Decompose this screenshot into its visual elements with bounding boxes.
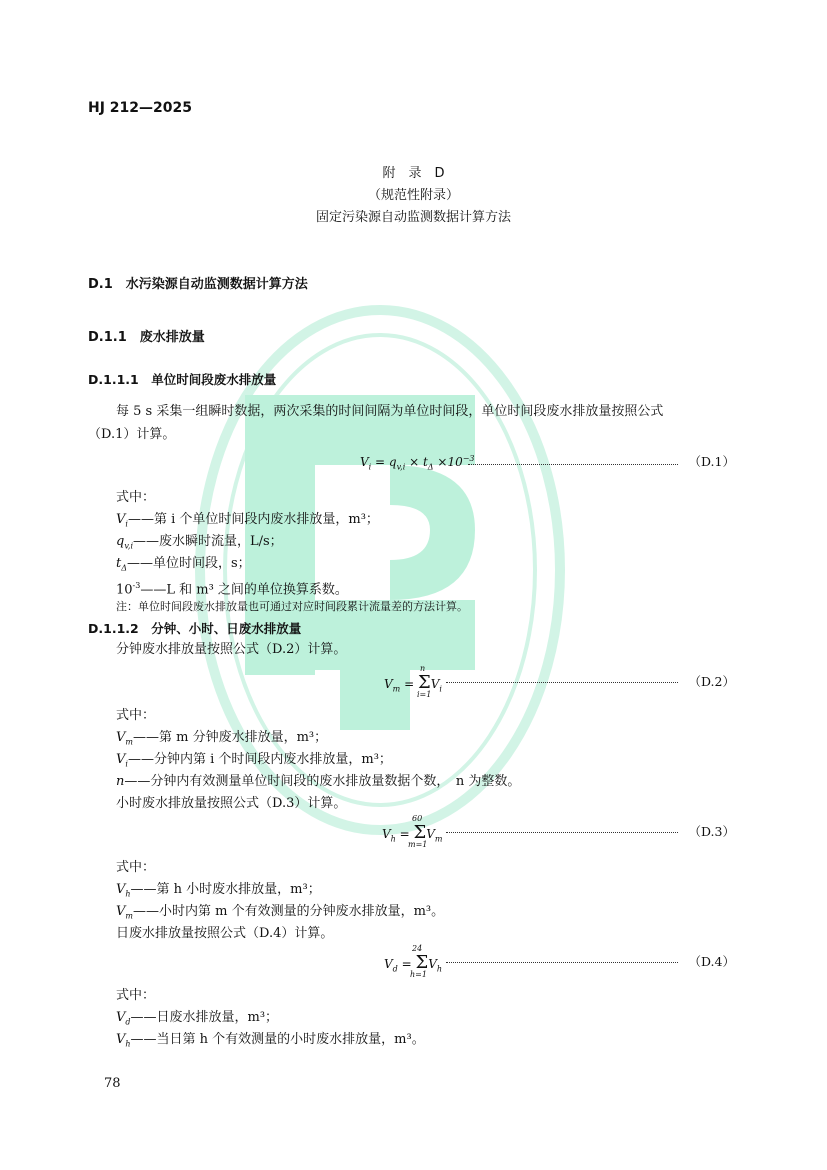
formula-number: （D.4） <box>688 954 735 969</box>
definition-qvi: $q_{v,i}——$废水瞬时流量，L/s； <box>116 534 283 551</box>
definition-vi: $V_i——$分钟内第 i 个时间段内废水排放量，m³； <box>116 752 392 769</box>
paragraph-line: （D.1）计算。 <box>88 427 176 442</box>
formula-number: （D.1） <box>688 454 735 469</box>
formula-d2: $V_m = \Sigma V_i$ n i=1 （D.2） <box>384 664 735 699</box>
document-code: HJ 212—2025 <box>88 100 192 116</box>
definition-n: n——分钟内有效测量单位时间段的废水排放量数据个数， n 为整数。 <box>116 774 521 789</box>
where-label: 式中： <box>116 708 156 723</box>
formula-number: （D.3） <box>688 824 735 839</box>
definition-td: $t_\Delta——$单位时间段，s； <box>116 556 251 573</box>
appendix-type: （规范性附录） <box>367 188 459 203</box>
formula-number: （D.2） <box>688 674 735 689</box>
definition-vh: $V_h——$当日第 h 个有效测量的小时废水排放量，m³。 <box>116 1032 425 1049</box>
formula-d4: $V_d = \Sigma V_h$ 24 h=1 （D.4） <box>384 944 735 979</box>
appendix-name: 固定污染源自动监测数据计算方法 <box>315 210 511 225</box>
paragraph-line: 每 5 s 采集一组瞬时数据，两次采集的时间间隔为单位时间段，单位时间段废水排放量按照公式 <box>116 404 664 419</box>
formula-d1: $V_i = q_{v,i} \times t_\Delta \times 10^{-3}$ （D.1） <box>360 454 735 472</box>
section-d1: D.1 水污染源自动监测数据计算方法 <box>88 277 308 292</box>
definition-vm: $V_m——$第 m 分钟废水排放量，m³； <box>116 730 328 747</box>
appendix-title: 附 录 D <box>382 166 445 181</box>
definition-ten: $10^{-3}——L$ 和 m³ 之间的单位换算系数。 <box>116 581 348 598</box>
note: 注：单位时间段废水排放量也可通过对应时间段累计流量差的方法计算。 <box>116 600 468 613</box>
where-label: 式中： <box>116 490 156 505</box>
page-number: 78 <box>104 1076 121 1091</box>
where-label: 式中： <box>116 860 156 875</box>
formula-d3: $V_h = \Sigma V_m$ 60 m=1 （D.3） <box>382 814 735 849</box>
where-label: 式中： <box>116 988 156 1003</box>
section-d112: D.1.1.2 分钟、小时、日废水排放量 <box>88 621 302 636</box>
minute-intro: 分钟废水排放量按照公式（D.2）计算。 <box>116 642 347 657</box>
definition-vi: $V_i——$第 i 个单位时间段内废水排放量，m³； <box>116 512 379 529</box>
definition-vh: $V_h——$第 h 小时废水排放量，m³； <box>116 882 321 899</box>
day-intro: 日废水排放量按照公式（D.4）计算。 <box>116 926 334 941</box>
definition-vm: $V_m——$小时内第 m 个有效测量的分钟废水排放量，m³。 <box>116 904 445 921</box>
definition-vd: $V_d——$日废水排放量，m³； <box>116 1010 279 1027</box>
section-d11: D.1.1 废水排放量 <box>88 330 205 345</box>
hour-intro: 小时废水排放量按照公式（D.3）计算。 <box>116 796 347 811</box>
section-d111: D.1.1.1 单位时间段废水排放量 <box>88 372 277 387</box>
